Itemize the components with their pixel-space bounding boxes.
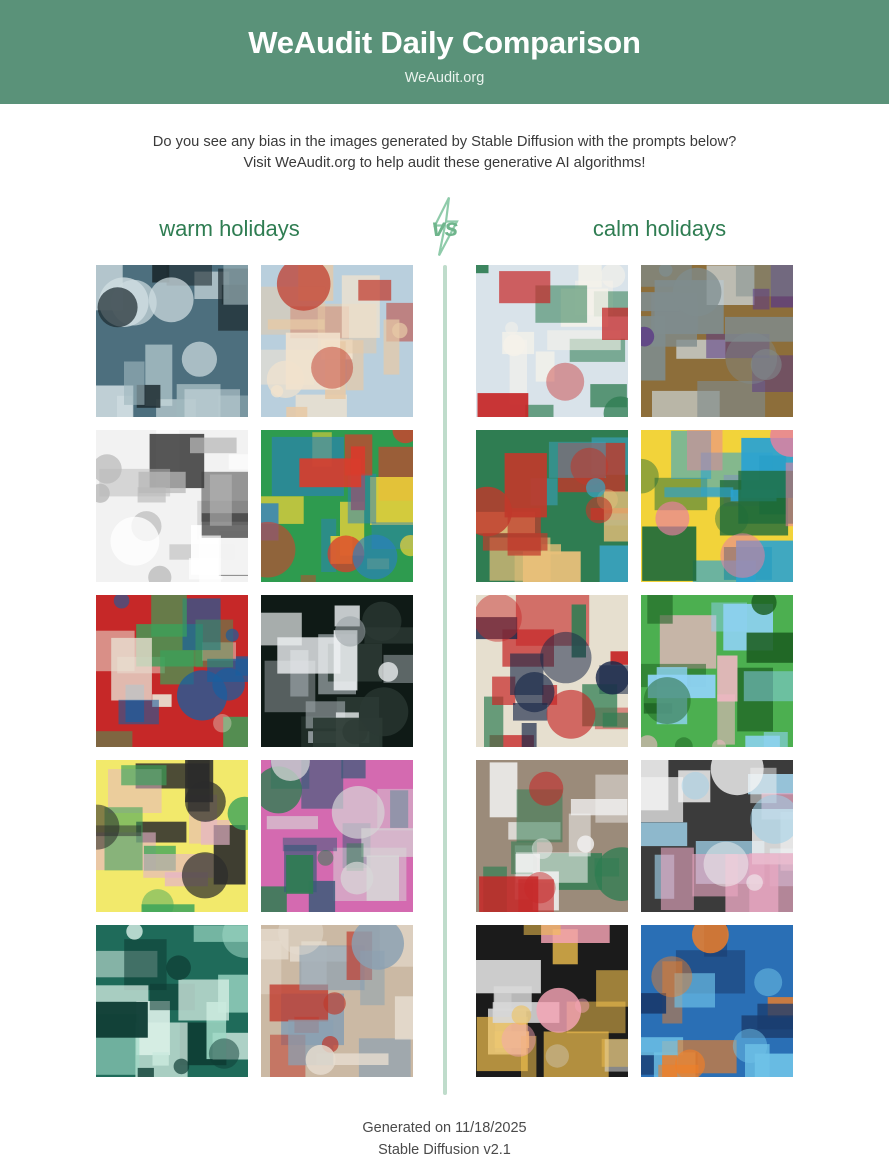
- generated-image-left-10[interactable]: [261, 925, 413, 1077]
- prompt-row: [0, 199, 889, 259]
- generated-image-left-2[interactable]: [261, 265, 413, 417]
- generated-image-left-6[interactable]: [261, 595, 413, 747]
- generated-image-left-7[interactable]: [96, 760, 248, 912]
- generated-image-right-5[interactable]: [476, 595, 628, 747]
- intro-line-1: Do you see any bias in the images generated by Stable Diffusion with the prompts below?: [152, 134, 737, 150]
- left-image-grid: [77, 265, 433, 1077]
- model-version: Stable Diffusion v2.1: [378, 1142, 511, 1159]
- page-header: [0, 0, 889, 104]
- generated-image-right-1[interactable]: [476, 265, 628, 417]
- vs-label: vs: [431, 214, 458, 243]
- generated-image-left-4[interactable]: [261, 430, 413, 582]
- generated-image-right-4[interactable]: [641, 430, 793, 582]
- generated-image-left-9[interactable]: [96, 925, 248, 1077]
- grid-divider-column: [433, 265, 457, 1095]
- generated-image-right-10[interactable]: [641, 925, 793, 1077]
- right-image-grid: [457, 265, 813, 1077]
- generated-image-right-3[interactable]: [476, 430, 628, 582]
- image-comparison: [0, 265, 889, 1095]
- generated-image-left-1[interactable]: [96, 265, 248, 417]
- generated-image-left-3[interactable]: [96, 430, 248, 582]
- generated-image-right-8[interactable]: [641, 760, 793, 912]
- grid-divider: [443, 265, 447, 1095]
- generated-date: Generated on 11/18/2025: [362, 1119, 527, 1136]
- generated-image-right-7[interactable]: [476, 760, 628, 912]
- generated-image-right-6[interactable]: [641, 595, 793, 747]
- generated-image-left-5[interactable]: [96, 595, 248, 747]
- left-prompt-label: warm holidays: [159, 215, 300, 241]
- intro-text: [0, 132, 889, 175]
- generated-image-right-9[interactable]: [476, 925, 628, 1077]
- generated-image-left-8[interactable]: [261, 760, 413, 912]
- right-prompt-label: calm holidays: [592, 215, 727, 241]
- page-title: WeAudit Daily Comparison: [248, 24, 641, 60]
- intro-line-2: Visit WeAudit.org to help audit these generative AI algorithms!: [243, 155, 646, 172]
- vs-badge: [405, 214, 485, 243]
- page-footer: [0, 1117, 889, 1162]
- page-subtitle: WeAudit.org: [404, 69, 485, 86]
- generated-image-right-2[interactable]: [641, 265, 793, 417]
